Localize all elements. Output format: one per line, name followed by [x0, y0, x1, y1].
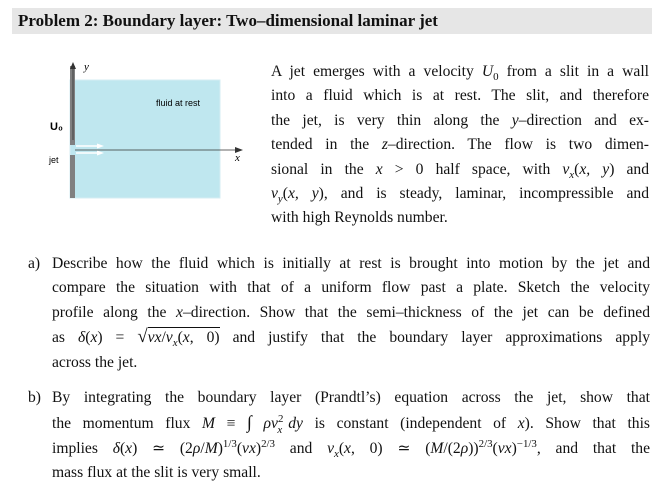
intro-line-5: sional in the x > 0 half space, with $v_x(x$, y) and [271, 160, 650, 181]
intro-paragraph [271, 60, 649, 231]
x-axis-label: x [235, 152, 240, 164]
jet-figure [40, 58, 260, 208]
part-a-line-4: as $\delta(x) = √\nu x/v_x(x$, 0) and justify that the boundary layer approximations apply [52, 326, 650, 350]
fluid-label: fluid at rest [156, 98, 201, 108]
jet-diagram [40, 58, 260, 208]
intro-line-1: A jet emerges with a velocity $U_0$ from a slit in a wall [271, 63, 650, 84]
part-a [28, 252, 650, 375]
y-axis-arrow [70, 62, 76, 69]
part-a-line-1: Describe how the fluid which is initially at rest is brought into motion by the jet and [52, 255, 650, 272]
part-b-label: b) [28, 389, 41, 406]
intro-line-3: the jet, is very thin along the y–direction and ex- [271, 111, 649, 129]
intro-line-7: with high Reynolds number. [271, 209, 448, 227]
part-a-line-5: across the jet. [52, 353, 138, 371]
y-axis-label: y [84, 61, 89, 73]
part-b [28, 386, 650, 486]
part-b-line-3: implies δ(x) ≃ $(2\rho/M)^{1/3}(\nu x)^{2/3}$ and $v_x(x$, 0) ≃ $(M/(2\rho))^{2/3}(\nu x)^{-1/3}$, and that the [52, 437, 651, 460]
problem-title: Problem 2: Boundary layer: Two–dimensional laminar jet [18, 11, 438, 30]
part-b-line-4: mass flux at the slit is very small. [52, 464, 261, 482]
velocity-label: U₀ [50, 121, 63, 133]
part-a-label: a) [28, 255, 41, 272]
intro-line-4: tended in the z–direction. The flow is two dimen- [271, 136, 649, 154]
part-a-line-3: profile along the x–direction. Show that the semi–thickness of the jet can be defined [52, 303, 650, 321]
wall-lower [70, 155, 75, 198]
part-a-line-2: compare the situation with that of a uniform flow past a plate. Sketch the velocity [52, 279, 650, 297]
intro-line-6: $v_y(x$, y), and is steady, laminar, incompressible and [271, 185, 649, 206]
title-bar [12, 8, 652, 34]
intro-line-2: into a fluid which is at rest. The slit, and therefore [271, 87, 649, 105]
part-b-line-2: the momentum flux M ≡ ∫ $\rho v^2_x$ dy is constant (independent of x). Show that this [52, 412, 650, 436]
wall-upper [70, 66, 75, 145]
part-b-text [52, 386, 650, 486]
part-a-text [52, 252, 650, 375]
jet-label: jet [49, 155, 59, 165]
part-b-line-1: By integrating the boundary layer (Prandtl’s) equation across the jet, show that [52, 389, 650, 406]
